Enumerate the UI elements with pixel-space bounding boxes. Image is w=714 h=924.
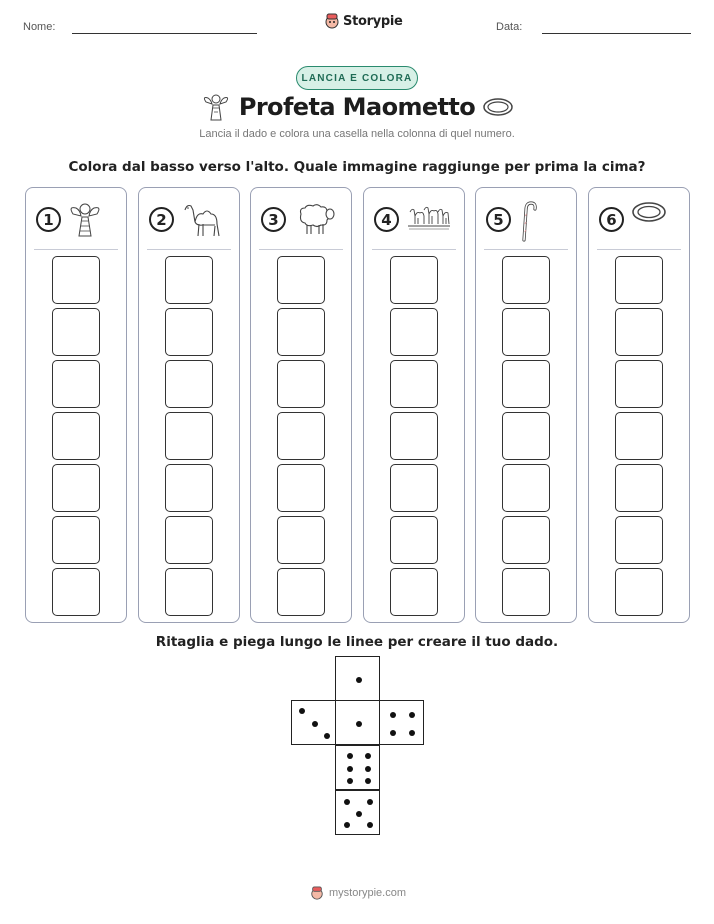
dice-pip bbox=[347, 766, 353, 772]
ring-icon bbox=[631, 200, 667, 228]
color-box[interactable] bbox=[52, 412, 100, 460]
column-6 bbox=[588, 187, 690, 623]
color-box[interactable] bbox=[390, 256, 438, 304]
dice-pip bbox=[312, 721, 318, 727]
color-box[interactable] bbox=[390, 464, 438, 512]
column-divider bbox=[34, 249, 118, 250]
column-3 bbox=[250, 187, 352, 623]
color-box[interactable] bbox=[277, 516, 325, 564]
color-box[interactable] bbox=[165, 256, 213, 304]
color-box[interactable] bbox=[277, 412, 325, 460]
angel-icon bbox=[68, 200, 102, 242]
column-divider bbox=[147, 249, 231, 250]
column-2 bbox=[138, 187, 240, 623]
dice-pip bbox=[356, 677, 362, 683]
dice-pip bbox=[390, 730, 396, 736]
column-divider bbox=[484, 249, 568, 250]
activity-badge: LANCIA E COLORA bbox=[296, 66, 418, 90]
dice-pip bbox=[365, 778, 371, 784]
color-box[interactable] bbox=[165, 308, 213, 356]
dice-pip bbox=[390, 712, 396, 718]
color-box[interactable] bbox=[390, 516, 438, 564]
color-box[interactable] bbox=[165, 360, 213, 408]
color-box[interactable] bbox=[165, 568, 213, 616]
dice-pip bbox=[365, 766, 371, 772]
date-line[interactable] bbox=[542, 33, 691, 34]
brand-name: Storypie bbox=[343, 13, 403, 29]
column-divider bbox=[372, 249, 456, 250]
color-box[interactable] bbox=[502, 516, 550, 564]
color-box[interactable] bbox=[52, 464, 100, 512]
column-4 bbox=[363, 187, 465, 623]
color-box[interactable] bbox=[615, 412, 663, 460]
ring-icon bbox=[482, 96, 514, 118]
footer-url[interactable]: mystorypie.com bbox=[329, 887, 407, 899]
color-box[interactable] bbox=[52, 568, 100, 616]
color-box[interactable] bbox=[165, 464, 213, 512]
subtitle: Lancia il dado e colora una casella nella colonna di quel numero. bbox=[199, 128, 515, 140]
color-box[interactable] bbox=[52, 308, 100, 356]
column-header bbox=[364, 200, 464, 240]
color-box[interactable] bbox=[502, 360, 550, 408]
color-box[interactable] bbox=[615, 256, 663, 304]
color-box[interactable] bbox=[615, 308, 663, 356]
color-box[interactable] bbox=[277, 308, 325, 356]
column-number: 4 bbox=[374, 207, 399, 232]
color-box[interactable] bbox=[615, 568, 663, 616]
dice-pip bbox=[324, 733, 330, 739]
dice-pip bbox=[409, 712, 415, 718]
dice-face bbox=[335, 790, 380, 835]
color-box[interactable] bbox=[390, 412, 438, 460]
column-5 bbox=[475, 187, 577, 623]
color-box[interactable] bbox=[502, 256, 550, 304]
color-box[interactable] bbox=[277, 256, 325, 304]
dice-face bbox=[335, 656, 380, 701]
storypie-mascot-icon bbox=[325, 13, 339, 29]
color-box[interactable] bbox=[390, 308, 438, 356]
color-box[interactable] bbox=[165, 412, 213, 460]
color-box[interactable] bbox=[502, 308, 550, 356]
column-number: 5 bbox=[486, 207, 511, 232]
dice-pip bbox=[367, 822, 373, 828]
color-box[interactable] bbox=[52, 360, 100, 408]
color-box[interactable] bbox=[165, 516, 213, 564]
date-label: Data: bbox=[496, 21, 523, 33]
color-box[interactable] bbox=[390, 568, 438, 616]
storypie-mascot-icon bbox=[310, 886, 324, 900]
column-1 bbox=[25, 187, 127, 623]
footer bbox=[310, 886, 406, 900]
staff-icon bbox=[518, 200, 538, 246]
dice-face bbox=[379, 700, 424, 745]
color-box[interactable] bbox=[502, 568, 550, 616]
column-number: 2 bbox=[149, 207, 174, 232]
color-box[interactable] bbox=[277, 568, 325, 616]
column-header bbox=[476, 200, 576, 240]
color-box[interactable] bbox=[615, 516, 663, 564]
color-box[interactable] bbox=[615, 360, 663, 408]
column-divider bbox=[597, 249, 681, 250]
camel-icon bbox=[181, 200, 225, 242]
caravan-icon bbox=[406, 200, 452, 236]
dice-pip bbox=[344, 822, 350, 828]
dice-face bbox=[335, 745, 380, 790]
dice-face bbox=[335, 700, 380, 745]
color-box[interactable] bbox=[52, 516, 100, 564]
column-header bbox=[139, 200, 239, 240]
column-header bbox=[589, 200, 689, 240]
column-number: 6 bbox=[599, 207, 624, 232]
brand-logo bbox=[325, 13, 403, 29]
color-box[interactable] bbox=[615, 464, 663, 512]
dice-pip bbox=[365, 753, 371, 759]
dice-pip bbox=[344, 799, 350, 805]
column-header bbox=[26, 200, 126, 240]
column-number: 3 bbox=[261, 207, 286, 232]
dice-pip bbox=[356, 811, 362, 817]
color-box[interactable] bbox=[277, 360, 325, 408]
dice-pip bbox=[367, 799, 373, 805]
column-number: 1 bbox=[36, 207, 61, 232]
column-header bbox=[251, 200, 351, 240]
name-label: Nome: bbox=[23, 21, 56, 33]
color-box[interactable] bbox=[390, 360, 438, 408]
color-box[interactable] bbox=[277, 464, 325, 512]
color-box[interactable] bbox=[502, 412, 550, 460]
instruction-text: Colora dal basso verso l'alto. Quale immagine raggiunge per prima la cima? bbox=[68, 159, 646, 175]
color-box[interactable] bbox=[502, 464, 550, 512]
dice-pip bbox=[347, 778, 353, 784]
dice-pip bbox=[299, 708, 305, 714]
cut-instruction: Ritaglia e piega lungo le linee per creare il tuo dado. bbox=[155, 634, 559, 650]
dice-pip bbox=[409, 730, 415, 736]
column-divider bbox=[259, 249, 343, 250]
page-title: Profeta Maometto bbox=[238, 93, 476, 121]
color-box[interactable] bbox=[52, 256, 100, 304]
dice-pip bbox=[347, 753, 353, 759]
name-line[interactable] bbox=[72, 33, 257, 34]
dice-face bbox=[291, 700, 336, 745]
sheep-icon bbox=[293, 200, 335, 240]
dice-pip bbox=[356, 721, 362, 727]
